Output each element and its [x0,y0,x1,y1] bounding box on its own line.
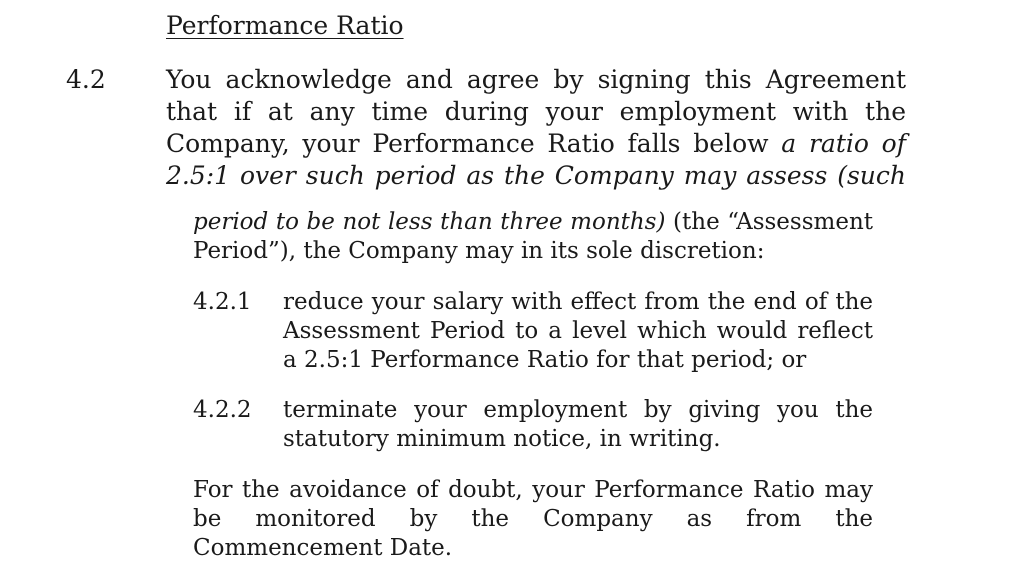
closing-line: be monitored by the Company as from the [193,506,873,532]
subclause-number: 4.2.2 [193,397,252,423]
continuation-line [193,237,873,266]
clause-line-italic: a ratio of [781,129,906,158]
subclause-text [283,396,873,454]
clause-number: 4.2 [66,65,106,94]
subclause-line: reduce your salary with effect from the end of the [283,289,873,315]
closing-line: For the avoidance of doubt, your Performance Ratio may [193,477,873,503]
clause-line [166,160,906,192]
subclause-line: statutory minimum notice, in writing. [283,426,721,452]
clause-line [166,128,906,160]
clause-line [166,64,906,96]
clause-line [166,96,906,128]
clause-body [166,64,906,192]
subclause-number: 4.2.1 [193,289,252,315]
clause-line-italic: 2.5:1 over such period as the Company may assess (such [166,161,906,190]
continuation-line [193,208,873,237]
continuation-italic: period to be not less than three months) [193,209,666,235]
continuation-text: (the “Assessment [665,209,873,235]
clause-line-text: You acknowledge and agree by signing this Agreement [166,65,906,94]
section-heading: Performance Ratio [166,11,404,40]
clause-line-text: Company, your Performance Ratio falls below [166,129,782,158]
continuation-text: Period”), the Company may in its sole discretion: [193,238,765,264]
subclause-line: Assessment Period to a level which would reflect [283,318,873,344]
subclause-line: a 2.5:1 Performance Ratio for that period; or [283,347,807,373]
clause-line-text: that if at any time during your employment with the [166,97,906,126]
subclause-text [283,288,873,375]
clause-continuation [193,208,873,266]
closing-paragraph [193,476,873,563]
subclause-line: terminate your employment by giving you the [283,397,873,423]
closing-line: Commencement Date. [193,535,453,561]
